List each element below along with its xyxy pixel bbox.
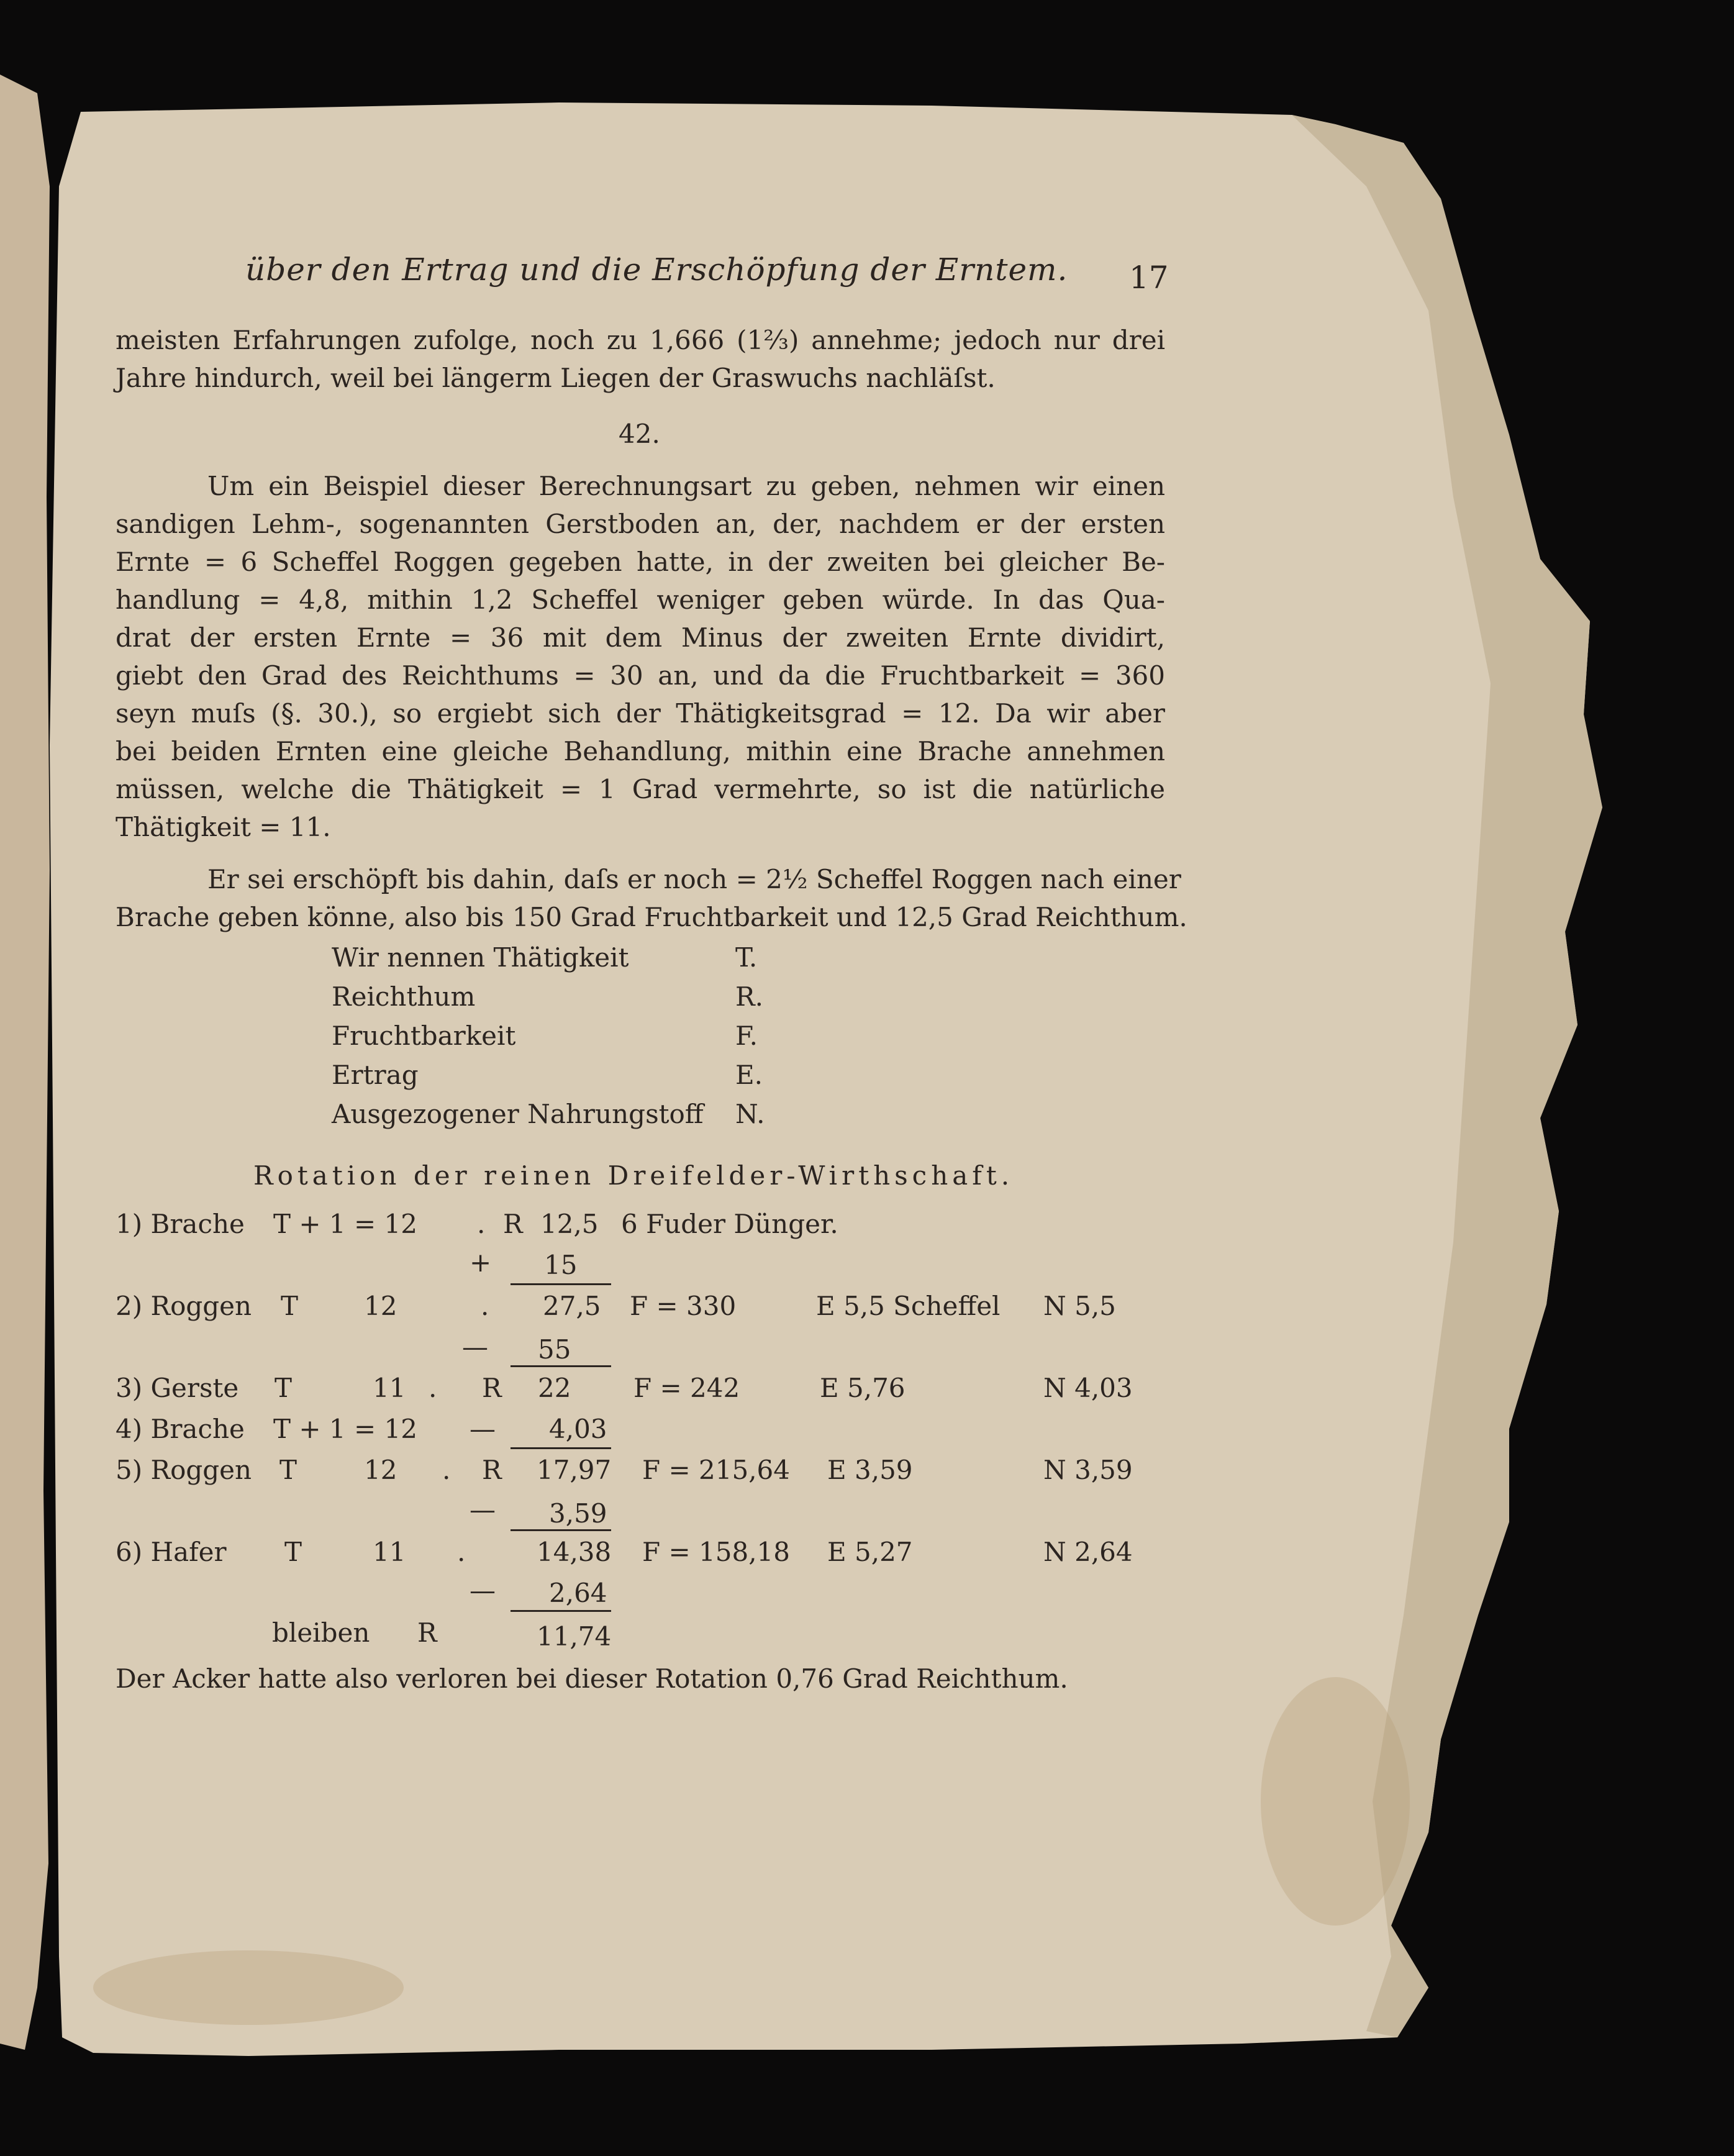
abbreviation-legend	[332, 938, 765, 1134]
text-line: drat der ersten Ernte = 36 mit dem Minus der zweiten Ernte dividirt,	[116, 622, 1165, 653]
conclusion: Der Acker hatte also verloren bei dieser Rotation 0,76 Grad Reichthum.	[116, 1663, 1068, 1694]
text-line: Brache geben könne, also bis 150 Grad Fruchtbarkeit und 12,5 Grad Reichthum.	[116, 902, 1187, 932]
fertility: F = 330	[630, 1291, 737, 1321]
remain-label: bleiben	[272, 1617, 370, 1648]
text-line: Ernte = 6 Scheffel Roggen gegeben hatte, in der zweiten bei gleicher Be-	[116, 547, 1165, 577]
yield: E 5,5 Scheffel	[816, 1291, 1001, 1321]
value: 14,38	[537, 1537, 612, 1567]
nutrient: N 3,59	[1043, 1455, 1133, 1485]
intro-paragraph	[116, 321, 1165, 397]
value: 4,03	[549, 1414, 607, 1444]
legend-row	[332, 938, 765, 977]
yield: E 5,27	[827, 1537, 913, 1567]
legend-row	[332, 1094, 765, 1134]
text-line: Er sei erschöpft bis dahin, daſs er noch = 2½ Scheffel Roggen nach einer	[207, 864, 1181, 894]
yield: E 3,59	[827, 1455, 913, 1485]
text-line: Thätigkeit = 11.	[116, 812, 331, 842]
legend-row	[332, 1055, 765, 1094]
operator: —	[470, 1575, 496, 1606]
activity-term: T + 1 = 12	[273, 1414, 417, 1444]
text-line: handlung = 4,8, mithin 1,2 Scheffel weniger geben würde. In das Qua-	[116, 584, 1165, 615]
legend-term: Ertrag	[332, 1060, 419, 1090]
paragraph-example	[116, 467, 1165, 846]
value: 55	[538, 1334, 571, 1365]
dot: .	[477, 1209, 486, 1239]
sum-rule	[511, 1283, 611, 1285]
text-line: meisten Erfahrungen zufolge, noch zu 1,666 (1⅔) annehme; jedoch nur drei	[116, 325, 1165, 355]
sum-rule	[511, 1447, 611, 1449]
paragraph-exhaustion	[116, 860, 1187, 936]
manure-note: 6 Fuder Dünger.	[621, 1209, 838, 1239]
wealth-symbol: R	[482, 1373, 502, 1403]
sum-rule	[511, 1365, 611, 1367]
legend-abbr: E.	[735, 1060, 763, 1090]
legend-abbr: N.	[735, 1099, 765, 1129]
sum-rule	[511, 1610, 611, 1612]
wealth-symbol: R	[417, 1617, 437, 1648]
page-number: 17	[1129, 260, 1169, 296]
rotation-heading: Rotation der reinen Dreifelder-Wirthschaft.	[253, 1160, 1014, 1191]
row-label: 1) Brache	[116, 1209, 245, 1239]
activity-symbol: T	[275, 1373, 293, 1403]
activity-value: 12	[364, 1291, 397, 1321]
activity-symbol: T	[281, 1291, 299, 1321]
dot: .	[481, 1291, 489, 1321]
row-label: 4) Brache	[116, 1414, 245, 1444]
value: 2,64	[549, 1578, 607, 1608]
value: 11,74	[537, 1621, 612, 1652]
legend-term: Wir nennen Thätigkeit	[332, 942, 629, 973]
operator: +	[470, 1247, 492, 1278]
row-label: 3) Gerste	[116, 1373, 239, 1403]
dot: .	[442, 1455, 451, 1485]
activity-value: 12	[364, 1455, 397, 1485]
text-line: Jahre hindurch, weil bei längerm Liegen der Graswuchs nachläſst.	[116, 363, 996, 393]
yield: E 5,76	[820, 1373, 906, 1403]
text-line: giebt den Grad des Reichthums = 30 an, und da die Fruchtbarkeit = 360	[116, 660, 1165, 691]
value: 3,59	[549, 1498, 607, 1529]
activity-symbol: T	[284, 1537, 302, 1567]
legend-term: Ausgezogener Nahrungstoff	[332, 1099, 704, 1129]
legend-row	[332, 977, 765, 1016]
nutrient: N 2,64	[1043, 1537, 1133, 1567]
value: 12,5	[540, 1209, 599, 1239]
row-label: 2) Roggen	[116, 1291, 252, 1321]
nutrient: N 4,03	[1043, 1373, 1133, 1403]
running-head: über den Ertrag und die Erschöpfung der Erntem.	[245, 252, 1068, 288]
activity-term: T + 1 = 12	[273, 1209, 417, 1239]
legend-row	[332, 1016, 765, 1055]
wealth-symbol: R	[503, 1209, 523, 1239]
nutrient: N 5,5	[1043, 1291, 1116, 1321]
fertility: F = 215,64	[642, 1455, 790, 1485]
legend-abbr: T.	[735, 942, 758, 973]
text-line: müssen, welche die Thätigkeit = 1 Grad vermehrte, so ist die natürliche	[116, 774, 1165, 804]
operator: —	[470, 1494, 496, 1525]
section-number: 42.	[619, 419, 660, 449]
value: 22	[538, 1373, 571, 1403]
legend-abbr: F.	[735, 1021, 758, 1051]
legend-term: Fruchtbarkeit	[332, 1021, 516, 1051]
activity-value: 11	[373, 1537, 406, 1567]
operator: —	[462, 1332, 488, 1362]
legend-term: Reichthum	[332, 981, 476, 1012]
dot: .	[457, 1537, 466, 1567]
legend-abbr: R.	[735, 981, 763, 1012]
sum-rule	[511, 1529, 611, 1531]
value: 27,5	[543, 1291, 601, 1321]
activity-value: 11	[373, 1373, 406, 1403]
row-label: 6) Hafer	[116, 1537, 227, 1567]
value: 17,97	[537, 1455, 612, 1485]
text-line: seyn muſs (§. 30.), so ergiebt sich der Thätigkeitsgrad = 12. Da wir aber	[116, 698, 1165, 729]
dot: .	[429, 1373, 437, 1403]
operator: —	[470, 1414, 496, 1444]
text-line: Um ein Beispiel dieser Berechnungsart zu geben, nehmen wir einen	[207, 471, 1165, 501]
row-label: 5) Roggen	[116, 1455, 252, 1485]
value: 15	[544, 1250, 578, 1280]
text-line: bei beiden Ernten eine gleiche Behandlung, mithin eine Brache annehmen	[116, 736, 1165, 766]
text-line: sandigen Lehm-, sogenannten Gerstboden an, der, nachdem er der ersten	[116, 509, 1165, 539]
fertility: F = 158,18	[642, 1537, 790, 1567]
activity-symbol: T	[279, 1455, 297, 1485]
fertility: F = 242	[633, 1373, 740, 1403]
wealth-symbol: R	[482, 1455, 502, 1485]
